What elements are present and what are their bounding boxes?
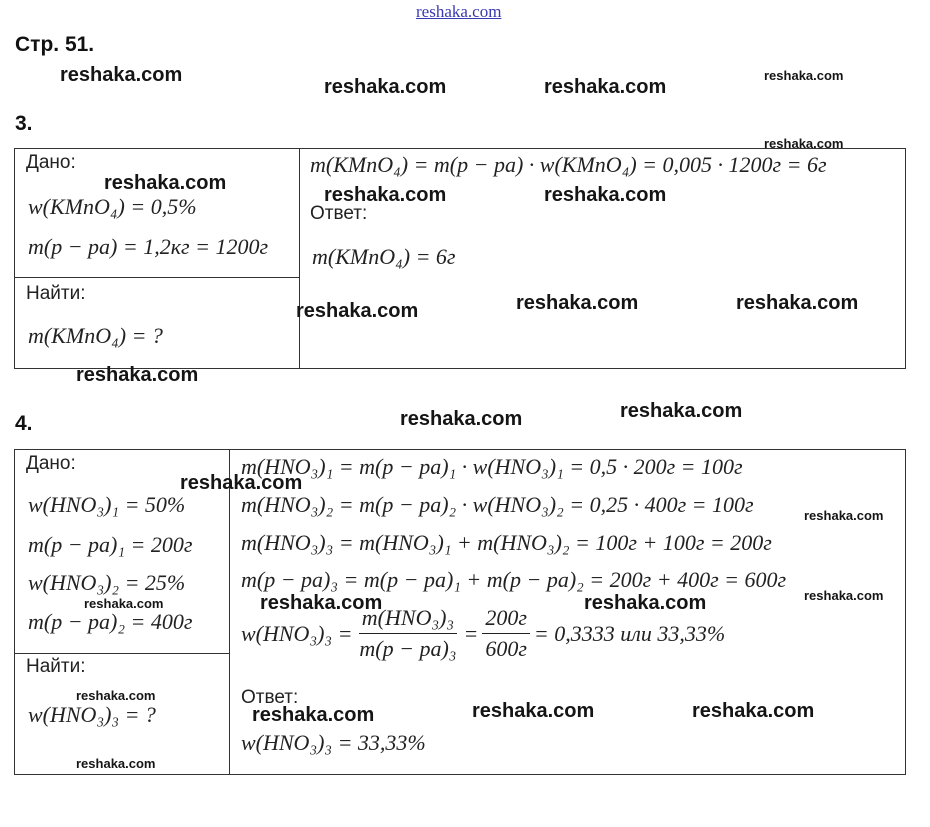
- watermark: reshaka.com: [296, 300, 419, 322]
- task4-given-1: w(HNO₃)₁ = 50%: [28, 492, 186, 517]
- task4-find: w(HNO₃)₃ = ?: [28, 702, 156, 727]
- task4-number: 4.: [15, 412, 33, 435]
- watermark: reshaka.com: [544, 184, 667, 206]
- watermark: reshaka.com: [516, 292, 639, 314]
- watermark: reshaka.com: [804, 508, 884, 523]
- task3-solution: m(KMnO₄) = m(p − pa) · w(KMnO₄) = 0,005 · 1200г = 6г: [310, 152, 827, 177]
- watermark: reshaka.com: [324, 184, 447, 206]
- task3-given-divider: [14, 277, 299, 278]
- fraction-1-numerator: m(HNO₃)₃: [359, 605, 457, 634]
- task3-answer-label: Ответ:: [310, 203, 368, 224]
- task3-find-label: Найти:: [26, 283, 86, 304]
- fraction-result: = 0,3333 или 33,33%: [533, 620, 726, 646]
- site-link[interactable]: reshaka.com: [416, 2, 502, 21]
- watermark: reshaka.com: [76, 688, 156, 703]
- watermark: reshaka.com: [324, 76, 447, 98]
- watermark: reshaka.com: [60, 64, 183, 86]
- task4-solution-line-3: m(HNO₃)₃ = m(HNO₃)₁ + m(HNO₃)₂ = 100г + 100г = 200г: [241, 530, 772, 555]
- task3-divider: [299, 148, 300, 369]
- fraction-2-numerator: 200г: [482, 605, 530, 634]
- watermark: reshaka.com: [736, 292, 859, 314]
- task4-answer: w(HNO₃)₃ = 33,33%: [241, 730, 426, 755]
- task3-find: m(KMnO₄) = ?: [28, 323, 163, 348]
- watermark: reshaka.com: [104, 172, 227, 194]
- task4-given-3: w(HNO₃)₂ = 25%: [28, 570, 186, 595]
- task3-given-1: w(KMnO₄) = 0,5%: [28, 194, 197, 219]
- watermark: reshaka.com: [180, 472, 303, 494]
- fraction-equals: =: [463, 620, 479, 646]
- task3-given-2: m(p − pa) = 1,2кг = 1200г: [28, 234, 269, 259]
- watermark: reshaka.com: [692, 700, 815, 722]
- fraction-lhs: w(HNO₃)₃ =: [241, 620, 353, 646]
- fraction-2-denominator: 600г: [485, 636, 527, 661]
- watermark: reshaka.com: [764, 136, 844, 151]
- task4-given-4: m(p − pa)₂ = 400г: [28, 609, 193, 634]
- task4-divider: [229, 449, 230, 775]
- fraction-2: [482, 605, 530, 662]
- task4-solution-line-4: m(p − pa)₃ = m(p − pa)₁ + m(p − pa)₂ = 200г + 400г = 600г: [241, 567, 787, 592]
- task3-number: 3.: [15, 112, 33, 135]
- task4-answer-label: Ответ:: [241, 687, 299, 708]
- watermark: reshaka.com: [76, 364, 199, 386]
- watermark: reshaka.com: [544, 76, 667, 98]
- watermark: reshaka.com: [620, 400, 743, 422]
- watermark: reshaka.com: [84, 596, 164, 611]
- task3-answer: m(KMnO₄) = 6г: [312, 244, 456, 269]
- watermark: reshaka.com: [260, 592, 383, 614]
- fraction-1-denominator: m(p − pa)₃: [359, 636, 457, 661]
- watermark: reshaka.com: [472, 700, 595, 722]
- task4-solution-line-2: m(HNO₃)₂ = m(p − pa)₂ · w(HNO₃)₂ = 0,25 · 400г = 100г: [241, 492, 754, 517]
- task4-given-divider: [14, 653, 229, 654]
- task4-given-2: m(p − pa)₁ = 200г: [28, 532, 193, 557]
- watermark: reshaka.com: [584, 592, 707, 614]
- task4-solution-line-1: m(HNO₃)₁ = m(p − pa)₁ · w(HNO₃)₁ = 0,5 · 200г = 100г: [241, 454, 743, 479]
- task4-given-label: Дано:: [26, 453, 76, 474]
- watermark: reshaka.com: [400, 408, 523, 430]
- watermark: reshaka.com: [252, 704, 375, 726]
- watermark: reshaka.com: [804, 588, 884, 603]
- watermark: reshaka.com: [76, 756, 156, 771]
- page-heading: Стр. 51.: [15, 33, 95, 56]
- task3-given-label: Дано:: [26, 152, 76, 173]
- task4-find-label: Найти:: [26, 656, 86, 677]
- watermark: reshaka.com: [764, 68, 844, 83]
